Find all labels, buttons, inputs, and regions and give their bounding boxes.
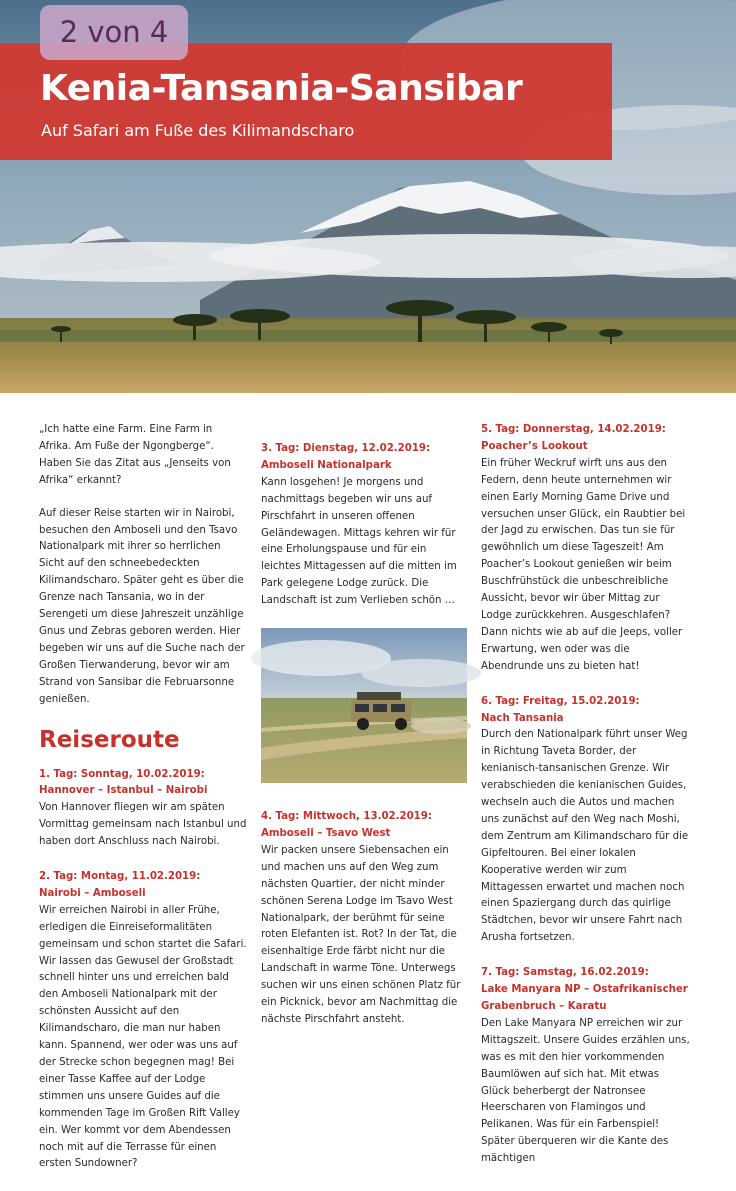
day-date: 6. Tag: Freitag, 15.02.2019:: [481, 695, 640, 707]
day-date: 1. Tag: Sonntag, 10.02.2019:: [39, 768, 205, 780]
section-title-reiseroute: Reiseroute: [39, 726, 180, 753]
day-text: Kann losgehen! Je morgens und nachmittags begeben wir uns auf Pirschfahrt in unseren offenen Geländewagen. Mittags kehren wir für eine Erholungspause und für ein leichtes Mittagessen auf die mitten im Park gelegene Lodge zurück. Die Landschaft ist zum Verlieben schön …: [261, 476, 457, 607]
day-date: 3. Tag: Dienstag, 12.02.2019:: [261, 443, 431, 454]
itinerary-day-5: [481, 422, 691, 676]
page-title: Kenia-Tansania-Sansibar: [40, 68, 523, 109]
day-route: Amboseli – Tsavo West: [261, 827, 391, 839]
day-date: 5. Tag: Donnerstag, 14.02.2019:: [481, 424, 666, 435]
day-text: Wir erreichen Nairobi in aller Frühe, erledigen die Einreiseformalitäten gemeinsam und schon startet die Safari. Wir lassen das Gewusel der Großstadt schnell hinter uns und erreichen bald den Amboseli Nationalpark mit der schönsten Aussicht auf den Kilimandscharo, die man nur haben kann. Spannend, wer oder was uns auf der Strecke schon begegnen mag! Bei einer Tasse Kaffee auf der Lodge stimmen uns unsere Guides auf die kommenden Tage im Großen Rift Valley ein. Wer kommt vor dem Abendessen noch mit auf die Terrasse für einen ersten Sundowner?: [39, 904, 247, 1170]
day-route: Nach Tansania: [481, 712, 564, 724]
column-2: [261, 441, 467, 1047]
itinerary-day-7: [481, 965, 691, 1168]
page-subtitle: Auf Safari am Fuße des Kilimandscharo: [41, 121, 355, 140]
day-text: Von Hannover fliegen wir am späten Vormittag gemeinsam nach Istanbul und haben dort Anschluss nach Nairobi.: [39, 802, 247, 848]
itinerary-day-6: [481, 694, 691, 948]
day-route: Nairobi – Amboseli: [39, 887, 146, 899]
column-1: [39, 422, 247, 1191]
itinerary-day-1: [39, 767, 247, 852]
page-indicator-badge: 2 von 4: [40, 5, 188, 60]
itinerary-day-2: [39, 869, 247, 1173]
day-date: 2. Tag: Montag, 11.02.2019:: [39, 871, 201, 883]
day-date: 4. Tag: Mittwoch, 13.02.2019:: [261, 811, 432, 823]
itinerary-day-4: [261, 809, 467, 1029]
safari-jeep-photo: [261, 628, 467, 783]
day-route: Poacher’s Lookout: [481, 440, 588, 452]
day-text: Durch den Nationalpark führt unser Weg in Richtung Taveta Border, der kenianisch-tansanischen Grenze. Wir verabschieden die kenianischen Guides, wechseln auch die Autos und machen uns zunächst auf den Weg nach Moshi, dem Zentrum am Kilimandscharo für die Gipfeltouren. Bei einer lokalen Kooperative werden wir zum Mittagessen erwartet und machen noch einen Spaziergang durch das quirlige Städtchen, bevor wir unsere Fahrt nach Arusha fortsetzen.: [481, 729, 689, 944]
day-text: Ein früher Weckruf wirft uns aus den Federn, denn heute unternehmen wir einen Early Morning Game Drive und versuchen unser Glück, ein Raubtier bei der Jagd zu erwischen. Das tun sie für gewöhnlich um diese Tageszeit! Am Poacher’s Lookout genießen wir beim Buschfrühstück die unbeschreibliche Aussicht, bevor wir über Mittag zur Lodge zurückkehren. Ausgeschlafen? Dann nichts wie ab auf die Jeeps, voller Erwartung, wen oder was die Abendrunde uns zu bieten hat!: [481, 457, 686, 672]
day-text: Wir packen unsere Siebensachen ein und machen uns auf den Weg zum nächsten Quartier, der nicht minder schönen Serena Lodge im Tsavo West Nationalpark, der berühmt für seine roten Elefanten ist. Rot? In der Tat, die eisenhaltige Erde färbt nicht nur die Landschaft in warme Töne. Unterwegs suchen wir uns einen schönen Platz für ein Picknick, bevor am Nachmittag die nächste Pirschfahrt ansteht.: [261, 844, 461, 1025]
column-3: [481, 422, 691, 1186]
day-date: 7. Tag: Samstag, 16.02.2019:: [481, 967, 649, 979]
day-route: Lake Manyara NP – Ostafrikanischer Grabenbruch – Karatu: [481, 984, 688, 1012]
day-text: Den Lake Manyara NP erreichen wir zur Mittagszeit. Unsere Guides erzählen uns, was es mit den hier vorkommenden Baumlöwen auf sich hat. Mit etwas Glück beherbergt der Natronsee Heerscharen von Flamingos und Pelikanen. Was für ein Farbenspiel! Später überqueren wir die Kante des mächtigen: [481, 1017, 690, 1165]
intro-quote: „Ich hatte eine Farm. Eine Farm in Afrika. Am Fuße der Ngongberge“. Haben Sie das Zitat aus „Jenseits von Afrika“ erkannt?: [39, 424, 231, 486]
day-route: Amboseli Nationalpark: [261, 459, 392, 471]
day-route: Hannover – Istanbul – Nairobi: [39, 785, 208, 797]
intro-paragraph: Auf dieser Reise starten wir in Nairobi, besuchen den Amboseli und den Tsavo Nationalpark mit ihrer so herrlichen Sicht auf den schneebedeckten Kilimandscharo. Später geht es über die Grenze nach Tansania, wo in der Serengeti um diese Jahreszeit unzählige Gnus und Zebras geboren werden. Hier begeben wir uns auf die Suche nach der Großen Tierwanderung, bevor wir am Strand von Sansibar die Februarsonne genießen.: [39, 507, 245, 705]
itinerary-day-3: [261, 441, 467, 610]
